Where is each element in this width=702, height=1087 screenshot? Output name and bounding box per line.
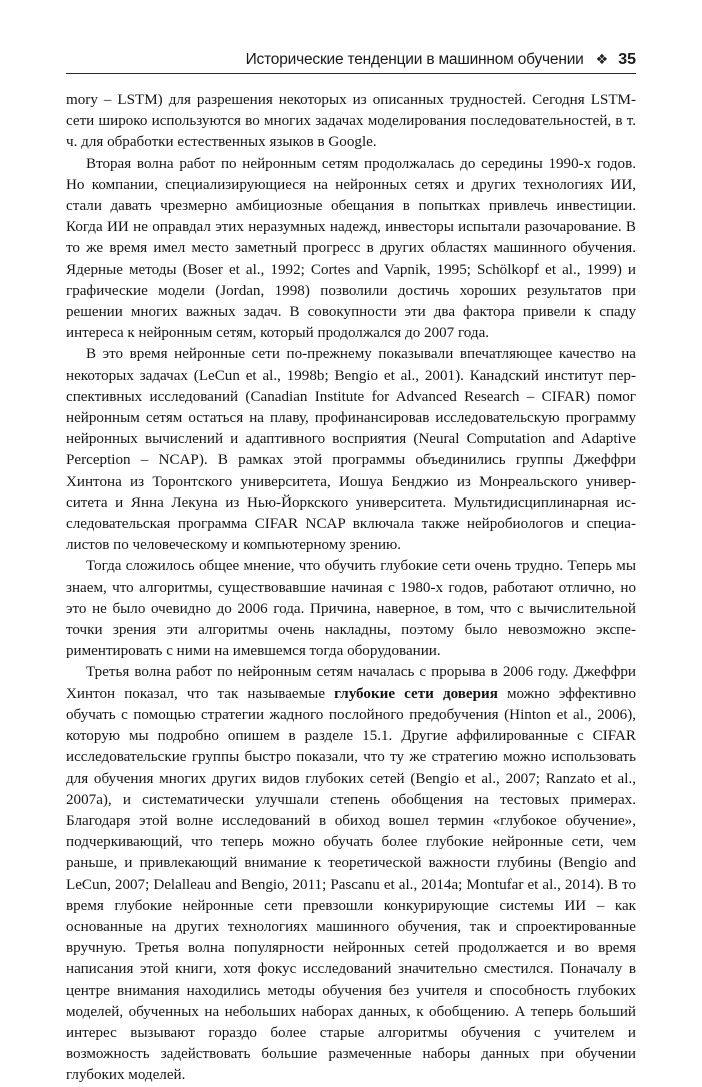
- paragraph-5-start: Третья волна работ по нейронным сетям началась с прорыва в 2006 году. Джеффри Хинтон показал, что так называемые: [66, 664, 636, 702]
- running-title: Исторические тенденции в машинном обучении: [245, 51, 584, 68]
- header-rule: [66, 73, 636, 74]
- paragraph-4: Тогда сложилось общее мнение, что обучить глубокие сети очень трудно. Теперь мы знаем, что алгоритмы, существовавшие начиная с 1980-х годов, работают отлично, но это не было очевидно до 2006 года. Причина, наверное, в том, что с вычислительной точки зрения эти алгоритмы очень накладны, поэтому было невозможно экспериментировать с ними на имевшемся тогда оборудовании.: [66, 558, 636, 660]
- ornament-icon: ❖: [595, 52, 609, 68]
- bold-term: глубокие сети доверия: [334, 685, 498, 702]
- running-header: [245, 48, 636, 72]
- paragraph-1: mory – LSTM) для разрешения некоторых из описанных трудностей. Сегодня LSTM-сети широко используются во многих задачах моделирования последовательностей, в т. ч. для обработки естественных языков в Google.: [66, 92, 636, 151]
- paragraph-2: Вторая волна работ по нейронным сетям продолжалась до середины 1990-х годов. Но компании, специализирующиеся на нейронных сетях и других технологиях ИИ, стали давать чрезмерно амбициозные обещания в попытках привлечь инвестиции. Когда ИИ не оправдал этих неразумных надежд, инвесторы испытали разочарование. В то же время имел место заметный прогресс в других областях машинного обучения. Ядерные методы (Boser et al., 1992; Cortes and Vapnik, 1995; Schölkopf et al., 1999) и графические модели (Jordan, 1998) позволили достичь хороших результатов при решении многих важных задач. В совокупности эти два фактора привели к спаду интереса к нейронным сетям, который продолжался до 2007 года.: [66, 155, 636, 342]
- paragraph-5-end: можно эффективно обучать с помощью стратегии жадного послойного предобучения (Hinton et al., 2006), которую мы подробно опишем в разделе 15.1. Другие аффилированные с CIFAR исследовательские группы быстро показали, что ту же стратегию можно использовать для обучения многих других видов глубоких сетей (Bengio et al., 2007; Ranzato et al., 2007a), и систематически улучшали степень обобщения на тестовых примерах. Благодаря этой волне исследований в обиход вошел термин «глубокое обучение», подчеркивающий, что теперь можно обучать более глубокие нейронные сети, чем раньше, и привлекающий внимание к теоретической важности глубины (Bengio and LeCun, 2007; Delalleau and Bengio, 2011; Pascanu et al., 2014a; Montufar et al., 2014). В то время глубокие нейронные сети превзошли конкурирующие системы ИИ – как основанные на других технологиях машинного обучения, так и спроектированные вручную. Третья волна популярности нейронных сетей продолжается и во время написания этой книги, хотя фокус исследований значительно сместился. Поначалу в центре внимания находились методы обучения без учителя и способность глубоких моделей, обученных на небольших наборах данных, к обобщению. А теперь больший интерес вызывают гораздо более старые алгоритмы обучения с учителем и возможность задействовать большие размеченные наборы данных при обучении глубоких моделей.: [66, 685, 637, 1084]
- paragraph-5: [66, 662, 636, 1086]
- page-number: 35: [618, 51, 636, 68]
- body-text: [66, 90, 636, 1087]
- paragraph-3: В это время нейронные сети по-прежнему показывали впечатляющее качество на некоторых задачах (LeCun et al., 1998b; Bengio et al., 2001). Канадский институт перспективных исследований (Canadian Institute for Advanced Research – CIFAR) помог нейронным сетям остаться на плаву, профинансировав исследовательскую программу нейронных вычислений и адаптивного восприятия (Neural Computation and Adaptive Perception – NCAP). В рамках этой программы объединились группы Джеффри Хинтона из Торонтского университета, Иошуа Бенджио из Монреальского университета и Янна Лекуна из Нью-Йоркского университета. Мультидисциплинарная исследовательская программа CIFAR NCAP включала также нейробиологов и специалистов по человеческому и компьютерному зрению.: [66, 346, 636, 554]
